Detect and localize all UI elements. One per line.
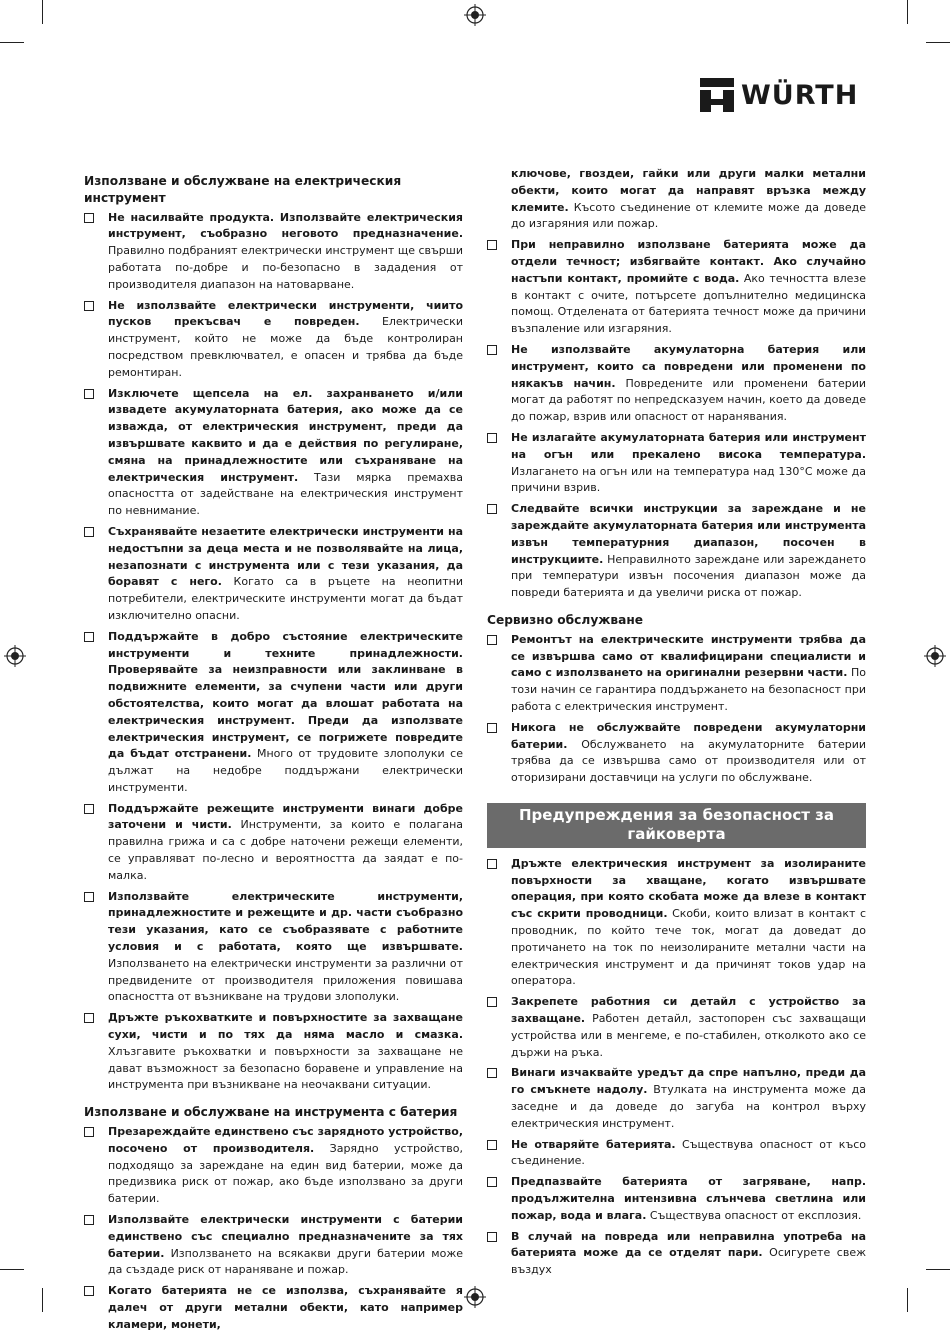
registration-mark-icon: [464, 1286, 486, 1308]
list-item: [487, 430, 866, 497]
registration-mark-icon: [4, 645, 26, 667]
crop-mark: [926, 42, 950, 43]
item-bold: Не използвайте електрически инструменти, чиито пусков прекъсвач е повреден.: [108, 298, 463, 329]
checkbox-icon: [487, 635, 497, 645]
item-bold: Винаги изчаквайте уредът да спре напълно, преди да го смъкнете надолу.: [511, 1066, 866, 1097]
registration-mark-icon: [464, 4, 486, 26]
item-list: [84, 210, 463, 1095]
item-text: Втулката на инструмента може да заседне и да доведе до загуба на контрол върху електрическия инструмент.: [511, 1083, 866, 1130]
item-text: Съществува опасност от късо съединение.: [511, 1137, 866, 1168]
checkbox-icon: [487, 433, 497, 443]
checkbox-icon: [84, 632, 94, 642]
item-text: Тази мярка премахва опасността от задействане на електрическия инструмент по невнимание.: [108, 470, 463, 518]
item-text: Електрически инструмент, който не може да бъде контролиран посредством превключвател, е опасен и трябва да бъде ремонтиран.: [108, 315, 463, 379]
crop-mark: [0, 42, 24, 43]
item-text: Неправилното зареждане или зареждането при температури извън посочения диапазон може да повреди батерията и да увеличи риска от пожар.: [511, 552, 866, 600]
item-bold: Дръжте ръкохватките и повърхностите за захващане сухи, чисти и по тях да няма масло и смазка.: [108, 1011, 463, 1042]
item-bold: Поддържайте в добро състояние електрическите инструменти и техните принадлежности. Проверявайте за неизправности или заклинване в подвижните елементи, за счупени части или други обстоятелства, които могат да влошат работата на електрическия инструмент. Преди да използвате електрическия инструмент, се погрижете повредите да бъдат отстранени.: [108, 629, 463, 761]
checkbox-icon: [84, 1013, 94, 1023]
item-text: По този начин се гарантира поддържането на безопасност при работа с електрическия инструмент.: [511, 666, 866, 713]
checkbox-icon: [84, 804, 94, 814]
list-item: [487, 342, 866, 426]
item-text: Правилно подбраният електрически инструмент ще свърши работата по-добре и по-безопасно в зададения от производителя диапазон на натоварване.: [108, 244, 463, 291]
item-bold: Използвайте електрическите инструменти, принадлежностите и режещите и др. части съобразно тези указания, като се съобразявате с работните условия и с работата, която ще извършвате.: [108, 889, 463, 954]
list-item: [487, 237, 866, 338]
left-column: [84, 166, 463, 1338]
item-bold: Следвайте всички инструкции за зареждане и не зареждайте акумулаторната батерия или инструмента извън температурния диапазон, посочен в инструкциите.: [511, 502, 866, 566]
section-title: Използване и обслужване на електрическия инструмент: [84, 174, 402, 205]
list-item: [84, 1124, 463, 1208]
list-item: [487, 1065, 866, 1132]
list-item: [84, 1212, 463, 1279]
item-text: Много от трудовите злополуки се дължат на недобре поддържани електрически инструменти.: [108, 747, 463, 794]
checkbox-icon: [84, 1215, 94, 1225]
item-bold: Не насилвайте продукта. Използвайте електрическия инструмент, съобразно неговото предназначение.: [108, 210, 463, 241]
list-item: [84, 386, 463, 520]
item-bold: В случай на повреда или неправилна употреба на батерията може да се отделят пари.: [511, 1229, 866, 1260]
list-item: [487, 856, 866, 990]
item-bold: При неправилно използване батерията може да отдели течност; избягвайте контакт. Ако случайно настъпи контакт, промийте с вода.: [511, 238, 866, 285]
item-bold: Ремонтът на електрическите инструменти трябва да се извършва само от квалифицирани специалисти и само с използването на оригинални резервни части.: [511, 632, 866, 680]
item-text: Късото съединение от клемите може да доведе до изгаряния или пожар.: [511, 200, 866, 231]
item-list: [84, 1124, 463, 1334]
list-item: [84, 1010, 463, 1094]
right-column: [487, 166, 866, 1283]
list-item: [487, 632, 866, 716]
list-item: [487, 501, 866, 602]
checkbox-icon: [487, 240, 497, 250]
list-item: [84, 1283, 463, 1333]
section-title: Сервизно обслужване: [487, 612, 644, 627]
checkbox-icon: [487, 1177, 497, 1187]
item-bold: Изключете щепсела на ел. захранването и/или извадете акумулаторната батерия, ако може да се изважда, от електрическия инструмент, преди да извършвате каквито и да е действия по регулиране, смяна на принадлежностите или съхраняване на електрическия инструмент.: [108, 386, 463, 484]
list-item-continuation: [487, 166, 866, 233]
item-text: Скоби, които влизат в контакт с проводник, по който тече ток, могат да доведат до протичането на ток по неизолираните метални части на електрическия инструмент и да причинят токов удар на оператора.: [511, 907, 866, 988]
item-text: Използването на електрически инструменти за различни от предвидените от производителя приложения повишава опасността от възникване на трудови злополуки.: [108, 956, 463, 1004]
list-item: [84, 629, 463, 797]
item-text: Хлъзгавите ръкохватки и повърхности за захващане не дават възможност за безопасно боравене и управление на инструмента при възникване на неочаквани ситуации.: [108, 1044, 463, 1092]
item-bold: Дръжте електрическия инструмент за изолираните повърхности за хващане, когато извършвате операция, при която скобата може да влезе в контакт със скрити проводници.: [511, 856, 866, 921]
item-bold: Никога не обслужвайте повредени акумулаторни батерии.: [511, 720, 866, 751]
checkbox-icon: [487, 1140, 497, 1150]
list-item: [84, 298, 463, 382]
crop-mark: [907, 1288, 908, 1312]
checkbox-icon: [84, 1127, 94, 1137]
list-item: [487, 720, 866, 787]
section-title: Използване и обслужване на инструмента с батерия: [84, 1105, 458, 1120]
item-text: Когато са в ръцете на неопитни потребители, електрическите инструменти могат да бъдат изключително опасни.: [108, 575, 463, 622]
item-text: Обслужването на акумулаторните батерии трябва да се извършва само от производителя или от оторизирани доставчици на услуги по обслужване.: [511, 737, 866, 785]
registration-mark-icon: [924, 645, 946, 667]
item-bold: Закрепете работния си детайл с устройство за захващане.: [511, 995, 866, 1026]
item-text: Работен детайл, застопорен със захващащи устройства или в менгеме, е по-стабилен, отколкото ако се държи на ръка.: [511, 1012, 866, 1059]
item-text: Инструменти, за които е полагана правилна грижа и са с добре наточени режещи елементи, се управляват по-лесно и вероятността да заядат е по-малка.: [108, 818, 464, 882]
item-list: [487, 856, 866, 1279]
list-item: [84, 889, 463, 1007]
checkbox-icon: [487, 997, 497, 1007]
section-banner: Предупреждения за безопасност за гайковерта: [487, 803, 866, 848]
wurth-logo-icon: [700, 78, 734, 112]
checkbox-icon: [84, 213, 94, 223]
list-item: [84, 210, 463, 294]
item-list: [487, 632, 866, 787]
checkbox-icon: [487, 504, 497, 514]
list-item: [84, 801, 463, 885]
list-item: [487, 1229, 866, 1279]
checkbox-icon: [84, 301, 94, 311]
item-text: Повредените или променени батерии могат да работят по непредсказуем начин, което да доведе до пожар, взрив или опасност от наранявания.: [511, 376, 866, 424]
checkbox-icon: [487, 345, 497, 355]
brand-logo: [700, 78, 858, 112]
item-text: Излагането на огън или на температура над 130°С може да причини взрив.: [511, 464, 866, 495]
checkbox-icon: [84, 389, 94, 399]
crop-mark: [926, 1269, 950, 1270]
item-bold: Предпазвайте батерията от загряване, напр. продължителна интензивна слънчева светлина или пожар, вода и влага.: [511, 1175, 866, 1222]
item-text: Зарядно устройство, подходящо за зареждане на един вид батерии, може да предизвика риск от пожар, ако бъде използвано за други батерии.: [108, 1141, 463, 1206]
item-text: Ако течността влезе в контакт с очите, потърсете допълнително медицинска помощ. Отделената от батерията течност може да причини възпаление или изгаряния.: [511, 271, 866, 336]
item-bold: Поддържайте режещите инструменти винаги добре заточени и чисти.: [108, 801, 463, 832]
list-item: [84, 524, 463, 625]
item-text: Използването на всякакви други батерии може да създаде риск от нараняване и пожар.: [108, 1246, 463, 1277]
item-bold: ключове, гвоздеи, гайки или други малки метални обекти, които могат да направят връзка между клемите.: [511, 167, 866, 214]
crop-mark: [0, 1269, 24, 1270]
item-bold: Не излагайте акумулаторната батерия или инструмент на огън или прекалено висока температура.: [511, 430, 866, 461]
item-bold: Не използвайте акумулаторна батерия или инструмент, които са повредени или променени по някакъв начин.: [511, 342, 866, 390]
item-text: Осигурете свеж въздух: [511, 1246, 866, 1277]
crop-mark: [42, 0, 43, 24]
checkbox-icon: [487, 723, 497, 733]
list-item: [487, 994, 866, 1061]
item-bold: Когато батерията не се използва, съхранявайте я далеч от други метални обекти, като например кламери, монети,: [108, 1284, 463, 1331]
checkbox-icon: [487, 1068, 497, 1078]
checkbox-icon: [84, 892, 94, 902]
item-bold: Не отваряйте батерията.: [511, 1137, 676, 1151]
checkbox-icon: [84, 527, 94, 537]
item-bold: Използвайте електрически инструменти с батерии единствено със специално предназначените за тях батерии.: [108, 1213, 463, 1260]
item-bold: Презареждайте единствено със зарядното устройство, посочено от производителя.: [108, 1125, 463, 1155]
list-item: [487, 1174, 866, 1224]
item-bold: Съхранявайте незаетите електрически инструменти на недостъпни за деца места и не позволявайте на лица, незапознати с инструмента или с тези указания, да боравят с него.: [108, 524, 463, 589]
checkbox-icon: [487, 1232, 497, 1242]
checkbox-icon: [84, 1286, 94, 1296]
checkbox-icon: [487, 859, 497, 869]
brand-name: WÜRTH: [741, 79, 859, 111]
item-text: Съществува опасност от експлозия.: [646, 1208, 862, 1222]
item-list: [487, 237, 866, 602]
crop-mark: [42, 1288, 43, 1312]
crop-mark: [907, 0, 908, 24]
list-item: [487, 1137, 866, 1171]
